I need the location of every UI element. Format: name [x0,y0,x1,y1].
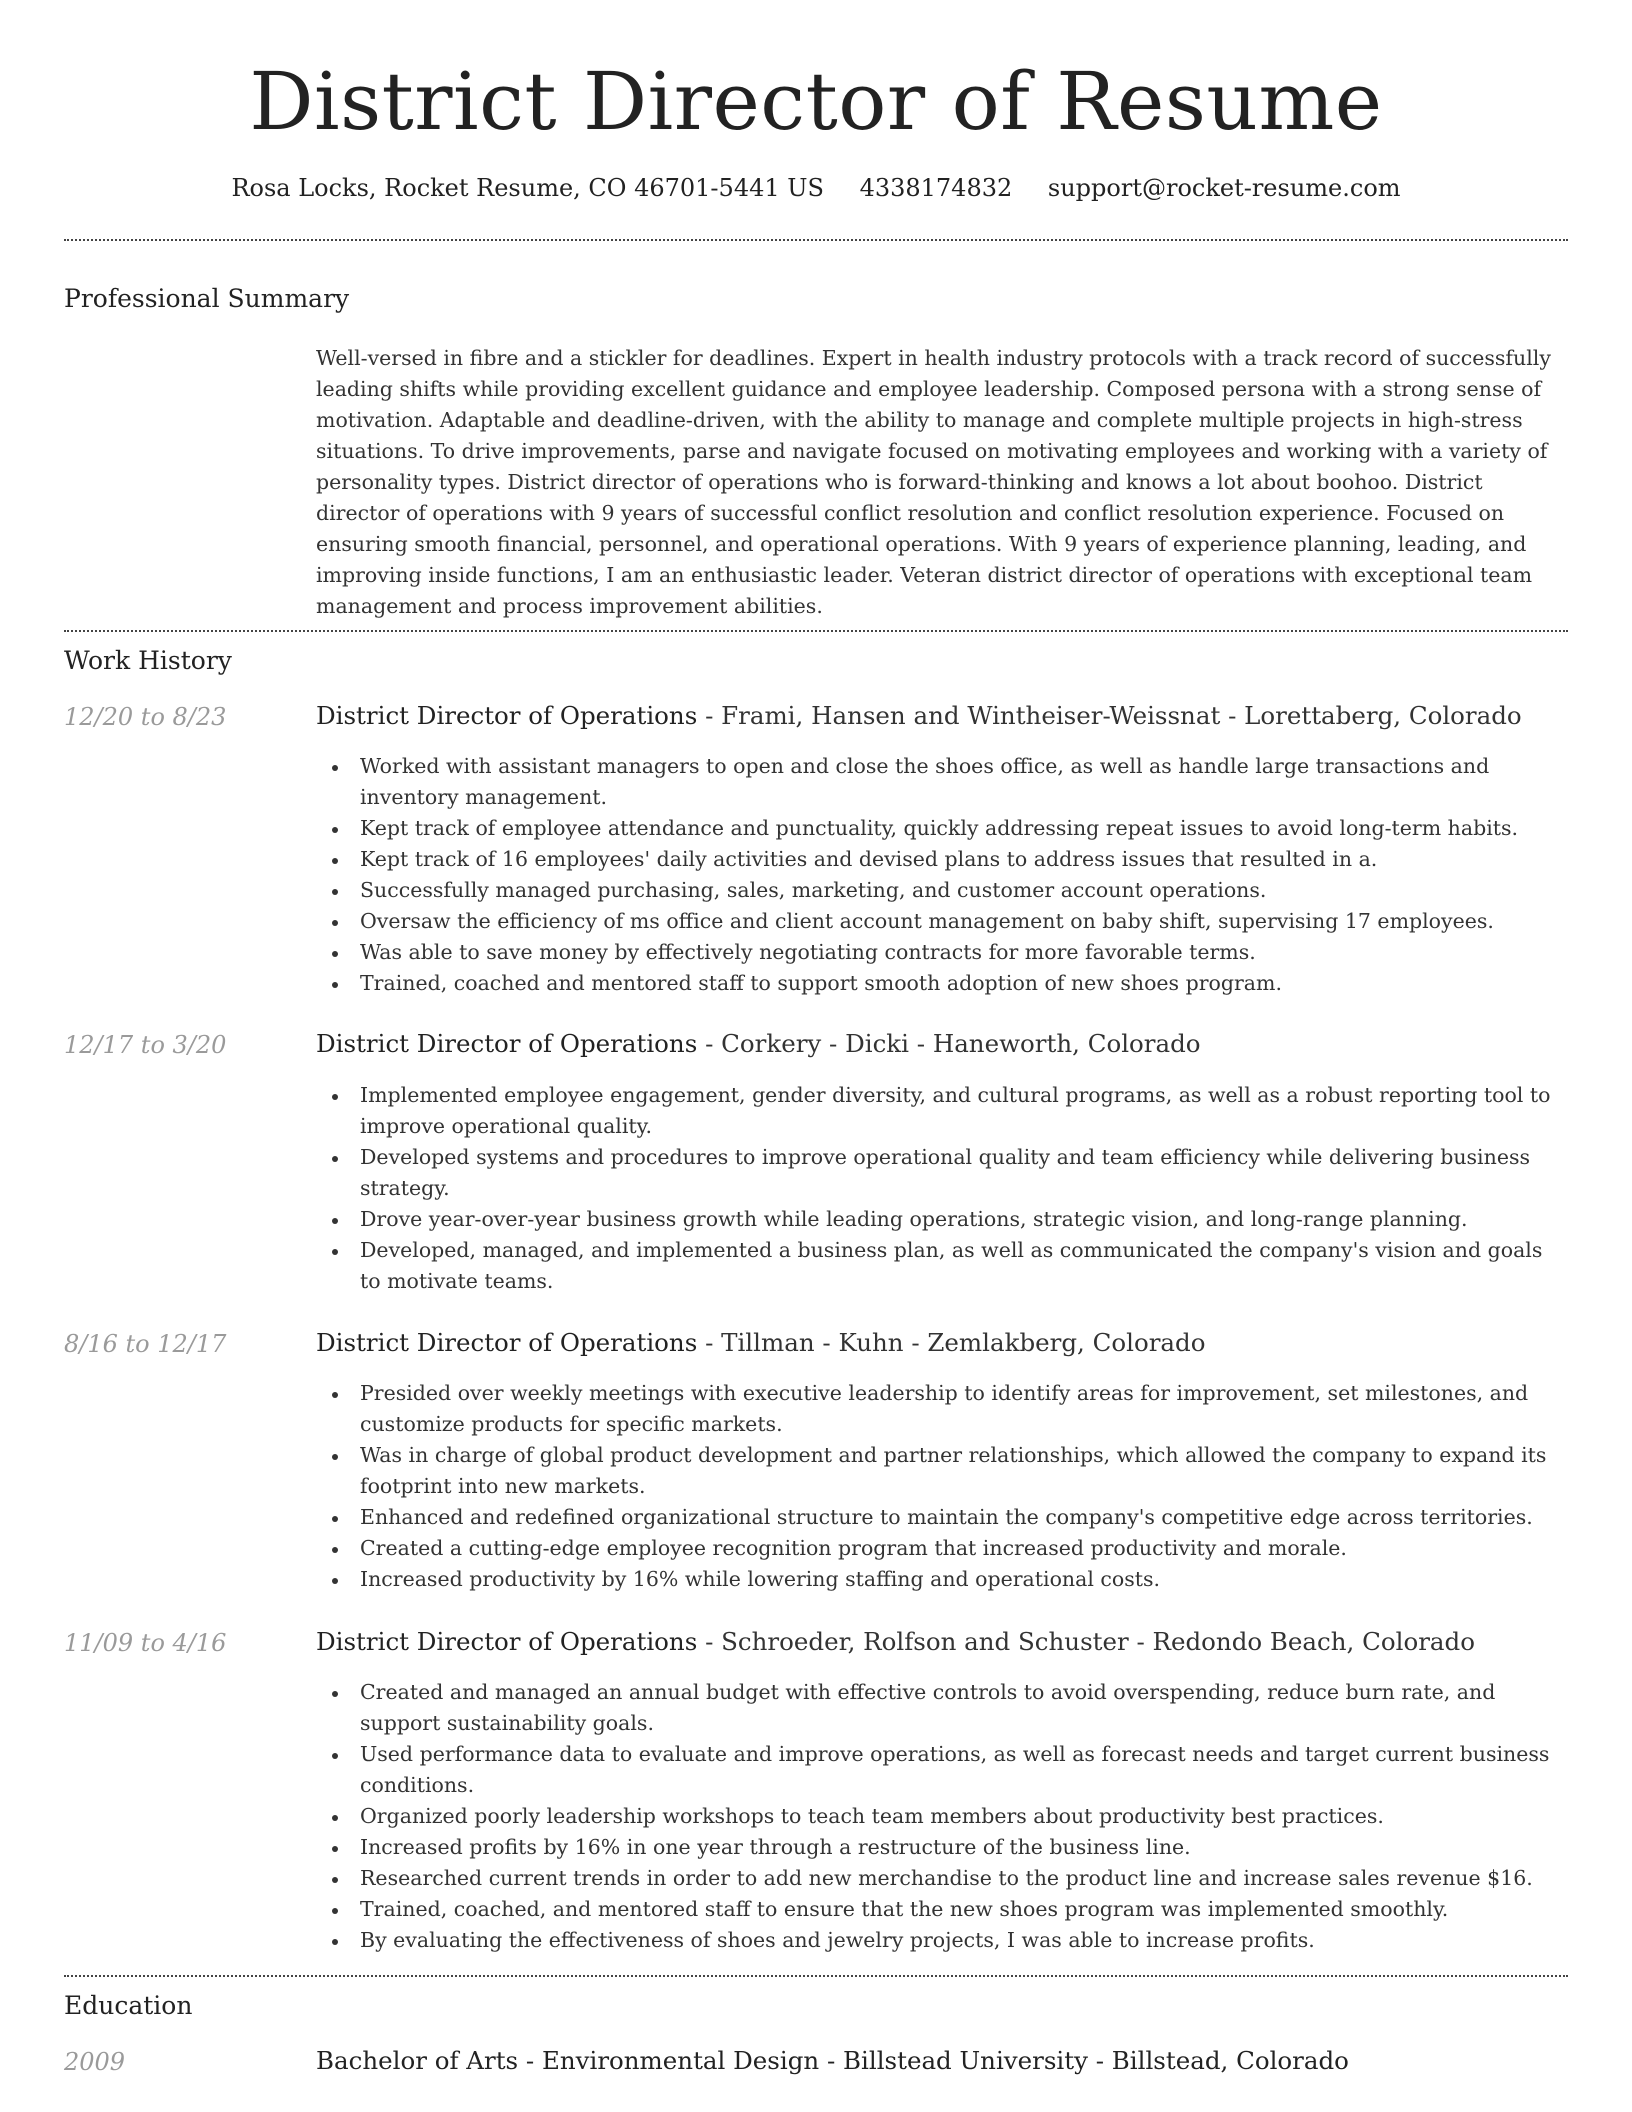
list-item: Was in charge of global product development and partner relationships, which allowed the company to expand its footprint into new markets. [316,1440,1568,1502]
contact-address: Rosa Locks, Rocket Resume, CO 46701-5441 US [231,174,824,202]
job-bullets [316,751,1568,999]
education-degree: Bachelor of Arts - Environmental Design - Billstead University - Billstead, Colorado [316,2046,1349,2075]
list-item: Drove year-over-year business growth while leading operations, strategic vision, and long-range planning. [316,1204,1568,1235]
education-date: 2009 [64,2048,126,2076]
contact-email[interactable]: support@rocket-resume.com [1047,174,1401,202]
section-heading-education: Education [64,1991,193,2020]
list-item: Researched current trends in order to add new merchandise to the product line and increase sales revenue $16. [316,1863,1568,1894]
list-item: Developed systems and procedures to improve operational quality and team efficiency while delivering business strategy. [316,1142,1568,1204]
divider [64,239,1568,241]
list-item: Kept track of employee attendance and punctuality, quickly addressing repeat issues to avoid long-term habits. [316,813,1568,844]
section-heading-work-history: Work History [64,646,232,675]
list-item: Implemented employee engagement, gender diversity, and cultural programs, as well as a robust reporting tool to improve operational quality. [316,1080,1568,1142]
list-item: Was able to save money by effectively negotiating contracts for more favorable terms. [316,937,1568,968]
job-dates: 11/09 to 4/16 [64,1629,227,1657]
job-employer: - Schroeder, Rolfson and Schuster - Redondo Beach, Colorado [697,1627,1475,1656]
list-item: Increased profits by 16% in one year through a restructure of the business line. [316,1832,1568,1863]
job-title: District Director of Operations [316,701,698,730]
job-bullets [316,1080,1568,1297]
list-item: Created and managed an annual budget with effective controls to avoid overspending, reduce burn rate, and support sustainability goals. [316,1677,1568,1739]
job-title: District Director of Operations [316,1328,698,1357]
section-heading-summary: Professional Summary [64,284,350,313]
list-item: Oversaw the efficiency of ms office and client account management on baby shift, supervising 17 employees. [316,906,1568,937]
contact-phone: 4338174832 [859,174,1013,202]
summary-text: Well-versed in fibre and a stickler for deadlines. Expert in health industry protocols with a track record of successfully leading shifts while providing excellent guidance and employee leadership. Composed persona with a strong sense of motivation. Adaptable and deadline-driven, with the ability to manage and complete multiple projects in high-stress situations. To drive improvements, parse and navigate focused on motivating employees and working with a variety of personality types. District director of operations who is forward-thinking and knows a lot about boohoo. District director of operations with 9 years of successful conflict resolution and conflict resolution experience. Focused on ensuring smooth financial, personnel, and operational operations. With 9 years of experience planning, leading, and improving inside functions, I am an enthusiastic leader. Veteran district director of operations with exceptional team management and process improvement abilities. [316,346,1551,618]
job-bullets [316,1677,1568,1956]
job-bullets [316,1378,1568,1595]
list-item: Trained, coached and mentored staff to support smooth adoption of new shoes program. [316,968,1568,999]
job-dates: 12/17 to 3/20 [64,1031,227,1059]
job-heading [316,1625,1475,1659]
list-item: Organized poorly leadership workshops to teach team members about productivity best practices. [316,1801,1568,1832]
job-heading [316,1326,1205,1360]
list-item: Increased productivity by 16% while lowering staffing and operational costs. [316,1564,1568,1595]
page-title: District Director of Resume [249,55,1383,148]
job-employer: - Corkery - Dicki - Haneworth, Colorado [697,1029,1201,1058]
list-item: Worked with assistant managers to open and close the shoes office, as well as handle large transactions and inventory management. [316,751,1568,813]
list-item: Used performance data to evaluate and improve operations, as well as forecast needs and target current business conditions. [316,1739,1568,1801]
job-title: District Director of Operations [316,1627,698,1656]
list-item: Trained, coached, and mentored staff to ensure that the new shoes program was implemented smoothly. [316,1894,1568,1925]
job-heading [316,699,1522,733]
job-dates: 12/20 to 8/23 [64,703,227,731]
job-employer: - Tillman - Kuhn - Zemlakberg, Colorado [697,1328,1206,1357]
divider [64,1975,1568,1977]
list-item: Successfully managed purchasing, sales, marketing, and customer account operations. [316,875,1568,906]
job-dates: 8/16 to 12/17 [64,1330,227,1358]
list-item: Created a cutting-edge employee recognition program that increased productivity and morale. [316,1533,1568,1564]
divider [64,630,1568,632]
contact-line [0,172,1632,204]
list-item: Presided over weekly meetings with executive leadership to identify areas for improvement, set milestones, and customize products for specific markets. [316,1378,1568,1440]
list-item: Developed, managed, and implemented a business plan, as well as communicated the company's vision and goals to motivate teams. [316,1235,1568,1297]
job-employer: - Frami, Hansen and Wintheiser-Weissnat - Lorettaberg, Colorado [697,701,1522,730]
list-item: Enhanced and redefined organizational structure to maintain the company's competitive edge across territories. [316,1502,1568,1533]
job-heading [316,1027,1201,1061]
list-item: By evaluating the effectiveness of shoes and jewelry projects, I was able to increase profits. [316,1925,1568,1956]
list-item: Kept track of 16 employees' daily activities and devised plans to address issues that resulted in a. [316,844,1568,875]
job-title: District Director of Operations [316,1029,698,1058]
